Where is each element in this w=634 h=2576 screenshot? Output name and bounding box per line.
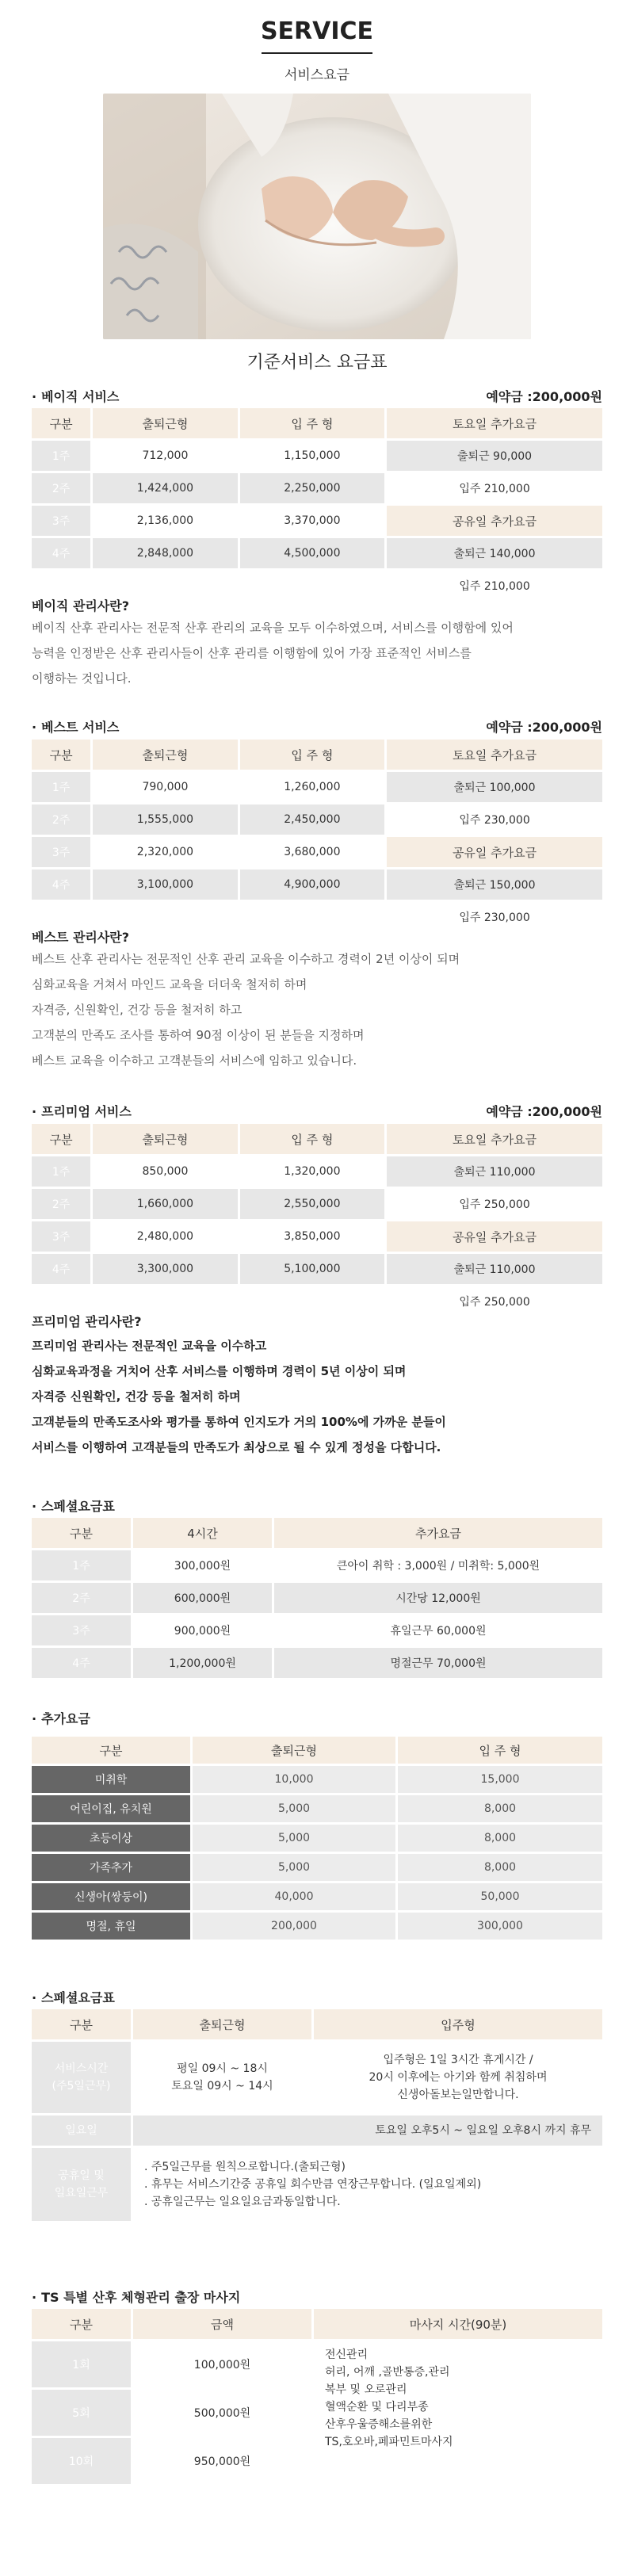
rule-line: . 주5일근무를 원칙으로합니다.(출퇴근형) bbox=[144, 2161, 346, 2173]
extra-cell: 입주 210,000 bbox=[387, 571, 602, 601]
commute-cell: 2,480,000 bbox=[93, 1221, 237, 1252]
live-in-cell: 2,450,000 bbox=[240, 805, 384, 835]
commute-cell: 5,000 bbox=[193, 1854, 395, 1881]
table-row bbox=[32, 2148, 602, 2221]
extra-cell: 휴일근무 60,000원 bbox=[274, 1615, 602, 1645]
basic-name: 베이직 서비스 bbox=[41, 389, 120, 404]
hero-image bbox=[103, 94, 531, 339]
extra-cell: 출퇴근 90,000 bbox=[387, 441, 602, 471]
ts-header: · TS 특별 산후 체형관리 출장 마사지 bbox=[32, 2290, 241, 2305]
commute-cell: 2,136,000 bbox=[93, 506, 237, 536]
header-cell: 마사지 시간(90분) bbox=[314, 2309, 602, 2339]
count-cell: 1회 bbox=[32, 2341, 131, 2387]
desc-line: 자격증 신원확인, 건강 등을 철저히 하며 bbox=[32, 1389, 241, 1404]
commute-cell: 40,000 bbox=[193, 1883, 395, 1910]
table-row bbox=[32, 837, 602, 867]
extra-cell: 입주 230,000 bbox=[387, 902, 602, 932]
commute-cell: 850,000 bbox=[93, 1156, 237, 1187]
header-cell: 구분 bbox=[32, 408, 90, 438]
special2-name: 스페셜요금표 bbox=[41, 1990, 115, 2005]
commute-cell: 1,555,000 bbox=[93, 805, 237, 835]
price-cell: 900,000원 bbox=[133, 1615, 272, 1645]
commute-cell: 712,000 bbox=[93, 441, 237, 471]
detail-line: TS,호오바,페파민트마사지 bbox=[325, 2436, 453, 2448]
premium-name: 프리미엄 서비스 bbox=[41, 1104, 132, 1119]
price-cell: 300,000원 bbox=[133, 1550, 272, 1580]
week-cell: 4주 bbox=[32, 1254, 90, 1284]
page-subtitle: 서비스요금 bbox=[284, 67, 350, 83]
week-cell: 2주 bbox=[32, 1189, 90, 1219]
label-line: 서비스시간 bbox=[54, 2062, 109, 2075]
table-row bbox=[32, 506, 602, 536]
special1-header: · 스페셜요금표 bbox=[32, 1499, 115, 1514]
premium-desc bbox=[32, 1333, 602, 1460]
price-cell: 950,000원 bbox=[133, 2438, 311, 2484]
header-cell: 출퇴근형 bbox=[93, 1124, 237, 1154]
live-in-cell: 8,000 bbox=[398, 1854, 602, 1881]
best-table bbox=[29, 737, 605, 934]
extra-cell: 입주 230,000 bbox=[387, 805, 602, 835]
header-cell: 입 주 형 bbox=[240, 1124, 384, 1154]
header-cell: 구분 bbox=[32, 2009, 131, 2039]
header-cell: 구분 bbox=[32, 1518, 131, 1548]
count-cell: 10회 bbox=[32, 2438, 131, 2484]
table-row bbox=[32, 1913, 602, 1940]
extra-cell: 출퇴근 140,000 bbox=[387, 538, 602, 568]
commute-cell: 2,320,000 bbox=[93, 837, 237, 867]
header-cell: 출퇴근형 bbox=[193, 1737, 395, 1764]
commute-cell: 10,000 bbox=[193, 1766, 395, 1793]
extra-cell: 큰아이 취학 : 3,000원 / 미취학: 5,000원 bbox=[274, 1550, 602, 1580]
table-row bbox=[32, 1883, 602, 1910]
detail-line: 전신관리 bbox=[325, 2349, 369, 2361]
live-line: 20시 이후에는 아기와 함께 취침하며 bbox=[369, 2071, 548, 2084]
extra-fee-header: · 추가요금 bbox=[32, 1711, 90, 1726]
commute-cell: 5,000 bbox=[193, 1795, 395, 1822]
desc-line: 베스트 교육을 이수하고 고객분들의 서비스에 임하고 있습니다. bbox=[32, 1053, 357, 1068]
commute-cell: 3,100,000 bbox=[93, 869, 237, 900]
header-cell: 입주형 bbox=[314, 2009, 602, 2039]
extra-cell: 출퇴근 110,000 bbox=[387, 1156, 602, 1187]
detail-line: 복부 및 오로관리 bbox=[325, 2383, 407, 2396]
live-in-cell: 2,550,000 bbox=[240, 1189, 384, 1219]
desc-line: 심화교육을 거쳐서 마인드 교육을 더더욱 철저히 하며 bbox=[32, 977, 307, 992]
week-cell: 1주 bbox=[32, 441, 90, 471]
live-in-cell: 1,320,000 bbox=[240, 1156, 384, 1187]
commute-cell: 2,848,000 bbox=[93, 538, 237, 568]
extra-cell: 공유일 추가요금 bbox=[387, 1221, 602, 1252]
premium-desc-title: 프리미엄 관리사란? bbox=[32, 1314, 142, 1329]
price-cell: 600,000원 bbox=[133, 1583, 272, 1613]
best-header: · 베스트 서비스 예약금 :200,000원 bbox=[32, 717, 602, 738]
label-line: 공휴일 및 bbox=[58, 2169, 105, 2182]
service-time-commute bbox=[133, 2042, 311, 2113]
week-cell: 2주 bbox=[32, 1583, 131, 1613]
commute-cell: 790,000 bbox=[93, 772, 237, 802]
header-cell: 구분 bbox=[32, 2309, 131, 2339]
extra-cell: 입주 210,000 bbox=[387, 473, 602, 503]
header-cell: 출퇴근형 bbox=[93, 740, 237, 770]
ts-name: TS 특별 산후 체형관리 출장 마사지 bbox=[41, 2290, 241, 2305]
count-cell: 5회 bbox=[32, 2390, 131, 2436]
header-cell: 출퇴근형 bbox=[133, 2009, 311, 2039]
main-title: 기준서비스 요금표 bbox=[246, 353, 388, 373]
ts-table bbox=[29, 2307, 605, 2486]
extra-cell: 입주 250,000 bbox=[387, 1189, 602, 1219]
sunday-text: 토요일 오후5시 ~ 일요일 오후8시 까지 휴무 bbox=[133, 2115, 602, 2146]
header-cell: 추가요금 bbox=[274, 1518, 602, 1548]
table-row bbox=[32, 1156, 602, 1187]
live-in-cell: 8,000 bbox=[398, 1795, 602, 1822]
table-row bbox=[32, 1795, 602, 1822]
price-cell: 1,200,000원 bbox=[133, 1648, 272, 1678]
premium-header: · 프리미엄 서비스 예약금 :200,000원 bbox=[32, 1102, 602, 1122]
desc-line: 자격증, 신원확인, 건강 등을 철저히 하고 bbox=[32, 1003, 243, 1017]
header-cell: 토요일 추가요금 bbox=[387, 740, 602, 770]
detail-line: 산후우울증해소를위한 bbox=[325, 2418, 433, 2431]
table-row bbox=[32, 2042, 602, 2113]
header-cell: 4시간 bbox=[133, 1518, 272, 1548]
table-row bbox=[32, 1583, 602, 1613]
label-line: (주5일근무) bbox=[52, 2080, 111, 2093]
table-row bbox=[32, 772, 602, 802]
desc-line: 베스트 산후 관리사는 전문적인 산후 관리 교육을 이수하고 경력이 2년 이상이 되며 bbox=[32, 952, 460, 966]
header-cell: 출퇴근형 bbox=[93, 408, 237, 438]
table-row bbox=[32, 805, 602, 835]
table-row bbox=[32, 1189, 602, 1219]
header-cell: 구분 bbox=[32, 740, 90, 770]
time-line: 평일 09시 ~ 18시 bbox=[177, 2062, 268, 2075]
category-cell: 가족추가 bbox=[32, 1854, 190, 1881]
live-in-cell: 2,250,000 bbox=[240, 473, 384, 503]
time-line: 토요일 09시 ~ 14시 bbox=[171, 2080, 273, 2093]
extra-fee-table bbox=[29, 1734, 605, 1942]
week-cell: 3주 bbox=[32, 506, 90, 536]
desc-line: 고객분의 만족도 조사를 통하여 90점 이상이 된 분들을 지정하며 bbox=[32, 1028, 365, 1042]
header-cell: 구분 bbox=[32, 1124, 90, 1154]
week-cell: 1주 bbox=[32, 1156, 90, 1187]
table-row bbox=[32, 1766, 602, 1793]
table-row bbox=[32, 1615, 602, 1645]
header-cell: 입 주 형 bbox=[240, 740, 384, 770]
special2-table bbox=[29, 2007, 605, 2223]
desc-line: 서비스를 이행하여 고객분들의 만족도가 최상으로 될 수 있게 정성을 다합니다. bbox=[32, 1440, 441, 1454]
category-cell: 명절, 휴일 bbox=[32, 1913, 190, 1940]
commute-cell: 5,000 bbox=[193, 1825, 395, 1852]
category-cell: 신생아(쌍둥이) bbox=[32, 1883, 190, 1910]
best-desc bbox=[32, 946, 602, 1073]
live-in-cell: 300,000 bbox=[398, 1913, 602, 1940]
basic-price: 예약금 :200,000원 bbox=[486, 389, 602, 404]
desc-line: 베이직 산후 관리사는 전문적 산후 관리의 교육을 모두 이수하였으며, 서비스를 이행함에 있어 bbox=[32, 621, 514, 635]
label-line: 일요일근무 bbox=[54, 2187, 109, 2200]
header-cell: 구분 bbox=[32, 1737, 190, 1764]
header-cell: 토요일 추가요금 bbox=[387, 1124, 602, 1154]
category-cell: 미취학 bbox=[32, 1766, 190, 1793]
premium-price: 예약금 :200,000원 bbox=[486, 1104, 602, 1119]
desc-line: 프리미엄 관리사는 전문적인 교육을 이수하고 bbox=[32, 1339, 267, 1353]
rule-line: . 공휴일근무는 일요일요금과동일합니다. bbox=[144, 2196, 341, 2208]
header-cell: 금액 bbox=[133, 2309, 311, 2339]
table-row bbox=[32, 441, 602, 471]
table-row bbox=[32, 473, 602, 503]
best-price: 예약금 :200,000원 bbox=[486, 720, 602, 735]
basic-desc-title: 베이직 관리사란? bbox=[32, 598, 130, 613]
week-cell: 1주 bbox=[32, 1550, 131, 1580]
week-cell: 2주 bbox=[32, 473, 90, 503]
extra-cell: 시간당 12,000원 bbox=[274, 1583, 602, 1613]
week-cell: 3주 bbox=[32, 837, 90, 867]
extra-cell: 공유일 추가요금 bbox=[387, 506, 602, 536]
premium-table bbox=[29, 1122, 605, 1319]
live-in-cell: 1,260,000 bbox=[240, 772, 384, 802]
special1-name: 스페셜요금표 bbox=[41, 1499, 115, 1514]
commute-cell: 1,424,000 bbox=[93, 473, 237, 503]
header-cell: 입 주 형 bbox=[398, 1737, 602, 1764]
header-cell: 토요일 추가요금 bbox=[387, 408, 602, 438]
live-in-cell: 3,370,000 bbox=[240, 506, 384, 536]
live-line: 신생아돌보는일만합니다. bbox=[397, 2089, 519, 2101]
table-row bbox=[32, 1854, 602, 1881]
week-cell: 4주 bbox=[32, 1648, 131, 1678]
commute-cell: 3,300,000 bbox=[93, 1254, 237, 1284]
live-in-cell: 50,000 bbox=[398, 1883, 602, 1910]
live-in-cell: 8,000 bbox=[398, 1825, 602, 1852]
table-row bbox=[32, 1221, 602, 1252]
price-cell: 500,000원 bbox=[133, 2390, 311, 2436]
best-name: 베스트 서비스 bbox=[41, 720, 120, 735]
category-cell: 초등이상 bbox=[32, 1825, 190, 1852]
table-row bbox=[32, 1648, 602, 1678]
price-cell: 100,000원 bbox=[133, 2341, 311, 2387]
live-in-cell: 4,900,000 bbox=[240, 869, 384, 900]
table-row bbox=[32, 869, 602, 900]
holiday-label bbox=[32, 2148, 131, 2221]
table-row bbox=[32, 538, 602, 568]
live-in-cell: 4,500,000 bbox=[240, 538, 384, 568]
table-row bbox=[32, 2115, 602, 2146]
holiday-text bbox=[133, 2148, 602, 2221]
header-cell: 입 주 형 bbox=[240, 408, 384, 438]
special1-table bbox=[29, 1515, 605, 1680]
week-cell: 4주 bbox=[32, 869, 90, 900]
best-desc-title: 베스트 관리사란? bbox=[32, 930, 130, 945]
extra-cell: 명절근무 70,000원 bbox=[274, 1648, 602, 1678]
week-cell: 4주 bbox=[32, 538, 90, 568]
rule-line: . 휴무는 서비스기간중 공휴일 회수만큼 연장근무합니다. (일요일제외) bbox=[144, 2178, 482, 2191]
week-cell: 3주 bbox=[32, 1221, 90, 1252]
desc-line: 고객분들의 만족도조사와 평가를 통하여 인지도가 거의 100%에 가까운 분들이 bbox=[32, 1415, 446, 1429]
detail-line: 혈액순환 및 다리부종 bbox=[325, 2401, 429, 2414]
live-in-cell: 1,150,000 bbox=[240, 441, 384, 471]
commute-cell: 1,660,000 bbox=[93, 1189, 237, 1219]
week-cell: 1주 bbox=[32, 772, 90, 802]
service-time-live-in bbox=[314, 2042, 602, 2113]
service-time-label bbox=[32, 2042, 131, 2113]
commute-cell: 200,000 bbox=[193, 1913, 395, 1940]
table-row bbox=[32, 1550, 602, 1580]
table-row bbox=[32, 1825, 602, 1852]
live-in-cell: 3,680,000 bbox=[240, 837, 384, 867]
live-in-cell: 5,100,000 bbox=[240, 1254, 384, 1284]
desc-line: 이행하는 것입니다. bbox=[32, 671, 132, 686]
category-cell: 어린이집, 유치원 bbox=[32, 1795, 190, 1822]
live-in-cell: 15,000 bbox=[398, 1766, 602, 1793]
table-row bbox=[32, 1254, 602, 1284]
live-in-cell: 3,850,000 bbox=[240, 1221, 384, 1252]
basic-header: · 베이직 서비스 예약금 :200,000원 bbox=[32, 387, 602, 407]
live-line: 입주형은 1일 3시간 휴게시간 / bbox=[383, 2054, 533, 2066]
week-cell: 2주 bbox=[32, 805, 90, 835]
desc-line: 능력을 인정받은 산후 관리사들이 산후 관리를 이행함에 있어 가장 표준적인 서비스를 bbox=[32, 646, 472, 660]
special2-header: · 스페셜요금표 bbox=[32, 1990, 115, 2005]
title-divider bbox=[262, 52, 372, 54]
week-cell: 3주 bbox=[32, 1615, 131, 1645]
page-title: SERVICE bbox=[260, 17, 374, 45]
basic-desc bbox=[32, 615, 602, 691]
extra-cell: 출퇴근 110,000 bbox=[387, 1254, 602, 1284]
basic-table bbox=[29, 406, 605, 603]
extra-fee-name: 추가요금 bbox=[41, 1711, 90, 1726]
extra-cell: 공유일 추가요금 bbox=[387, 837, 602, 867]
desc-line: 심화교육과정을 거치어 산후 서비스를 이행하며 경력이 5년 이상이 되며 bbox=[32, 1364, 407, 1378]
ts-details bbox=[314, 2341, 602, 2484]
extra-cell: 입주 250,000 bbox=[387, 1286, 602, 1317]
extra-cell: 출퇴근 150,000 bbox=[387, 869, 602, 900]
detail-line: 허리, 어깨 ,골반통증,관리 bbox=[325, 2366, 450, 2379]
table-row bbox=[32, 2341, 602, 2387]
sunday-label: 일요일 bbox=[32, 2115, 131, 2146]
extra-cell: 출퇴근 100,000 bbox=[387, 772, 602, 802]
